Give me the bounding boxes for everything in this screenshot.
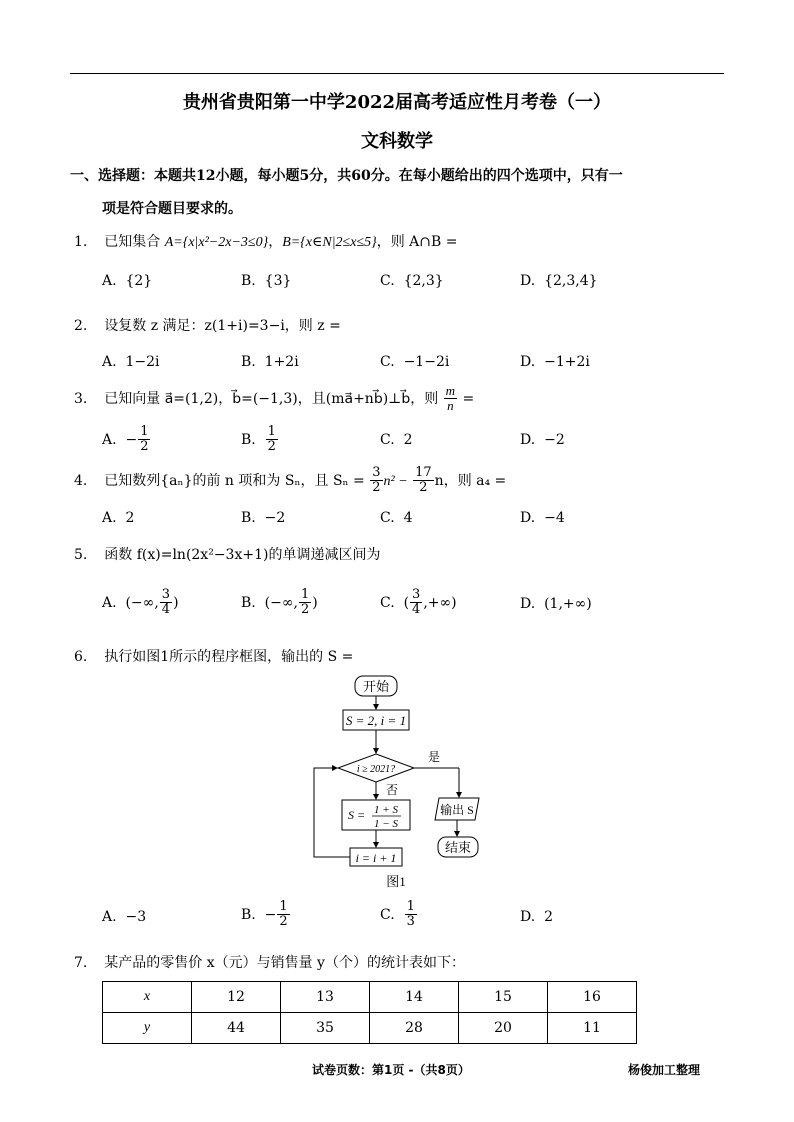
q4-option-d: D. −4 [520,510,565,526]
table-row [103,982,637,1013]
exam-title: 贵州省贵阳第一中学2022届高考适应性月考卷（一） [182,92,612,113]
flow-output-label: 输出 S [440,803,474,817]
separator: ， [268,234,283,250]
table-cell: 28 [370,1013,459,1044]
q1-option-c: C. {2,3} [380,273,444,289]
question-number: 3. [74,390,88,407]
flow-end-label: 结束 [444,840,472,855]
table-cell: 35 [281,1013,370,1044]
table-row [103,1013,637,1044]
q3-option-c: C. 2 [380,432,413,448]
flowchart [300,668,500,896]
flow-assign-den: 1 − S [374,818,398,830]
question-number: 7. [74,955,88,971]
fraction-m-over-n: $\frac{m}{n}$ [445,383,456,414]
q3-option-d: D. −2 [520,432,565,448]
q6-option-c: C. $\frac{1}{3}$ [380,899,415,930]
q4-option-a: A. 2 [102,510,135,526]
figure-caption: 图1 [386,874,406,889]
question-7 [74,952,465,972]
flow-init-label: S = 2, i = 1 [345,713,407,728]
section-heading-cont: 项是符合题目要求的。 [102,201,242,217]
flow-assign-lhs: S = [348,808,366,822]
table-cell: 15 [459,982,548,1013]
table-cell: 14 [370,982,459,1013]
q6-option-d: D. 2 [520,909,554,925]
q2-option-d: D. −1+2i [520,354,590,370]
table-cell: 20 [459,1013,548,1044]
question-number: 6. [74,649,88,665]
price-sales-table [102,981,637,1044]
q2-option-a: A. 1−2i [102,354,160,370]
q4-option-b: B. −2 [241,510,286,526]
q3-option-a: A. − $\frac{1}{2}$ [102,424,149,455]
question-6 [74,646,353,666]
table-cell: 11 [548,1013,637,1044]
flow-incr-label: i = i + 1 [355,851,397,865]
set-a: A={x|x²−2x−3≤0} [164,235,269,250]
q4-option-c: C. 4 [380,510,413,526]
q1-option-a: A. {2} [102,273,153,289]
subject-title: 文科数学 [361,131,433,152]
page-indicator: 试卷页数：第1页 -（共8页） [312,1063,470,1077]
question-3: 3. 已知向量 a⃗=(1,2)，b⃗=(−1,3)，且(ma⃗+nb⃗)⊥b⃗，则 $\frac{m}{n}$ = [74,383,475,414]
q3-option-b: B. $\frac{1}{2}$ [241,424,276,455]
fraction-17-2: $\frac{17}{2}$ [415,465,432,496]
q5-option-c: C. ( $\frac{3}{4}$ ,+∞) [380,587,457,618]
question-number: 5. [74,547,88,563]
fraction-3-2: $\frac{3}{2}$ [372,465,381,496]
flow-assign-num: 1 + S [374,804,398,816]
table-cell: 44 [192,1013,281,1044]
set-b: B={x∈N|2≤x≤5} [282,235,377,250]
flow-no-label: 否 [386,783,399,797]
q1-option-d: D. {2,3,4} [520,273,598,289]
question-1 [74,231,458,251]
question-number: 1. [74,234,88,250]
q6-option-a: A. −3 [102,909,147,925]
top-rule [70,73,724,74]
q5-option-a: A. (−∞, $\frac{3}{4}$ ) [102,587,179,618]
question-4: 4. 已知数列{aₙ}的前 n 项和为 Sₙ，且 Sₙ = $\frac{3}{2}$ n² − $\frac{17}{2}$ n，则 a₄ = [74,465,507,496]
question-text: 已知向量 a⃗=(1,2)，b⃗=(−1,3)，且(ma⃗+nb⃗)⊥b⃗，则 [104,390,439,407]
q5-option-b: B. (−∞, $\frac{1}{2}$ ) [241,587,318,618]
question-text: 函数 f(x)=ln(2x²−3x+1)的单调递减区间为 [104,547,381,563]
q2-option-b: B. 1+2i [241,354,299,370]
table-cell: y [103,1013,192,1044]
table-cell: 16 [548,982,637,1013]
question-text: 设复数 z 满足：z(1+i)=3−i，则 z = [104,318,341,334]
question-tail: ，则 A∩B = [376,234,458,250]
question-text: 某产品的零售价 x（元）与销售量 y（个）的统计表如下： [104,955,465,971]
flow-yes-label: 是 [427,750,441,764]
table-cell: 13 [281,982,370,1013]
question-text: 已知数列{aₙ}的前 n 项和为 Sₙ，且 Sₙ = [104,472,365,489]
question-text: 执行如图1所示的程序框图，输出的 S = [104,649,354,665]
question-number: 4. [74,472,88,489]
flow-start-label: 开始 [362,679,390,694]
footer-author: 杨俊加工整理 [628,1063,701,1077]
q2-option-c: C. −1−2i [380,354,450,370]
section-heading: 一、选择题：本题共12小题，每小题5分，共60分。在每小题给出的四个选项中，只有一 [70,168,623,184]
question-5 [74,544,380,564]
question-number: 2. [74,318,88,334]
question-text: 已知集合 [104,234,161,250]
q5-option-d: D. (1,+∞) [520,596,592,612]
question-2 [74,315,341,335]
flow-decision-label: i ≥ 2021? [356,764,396,775]
table-cell: 12 [192,982,281,1013]
q1-option-b: B. {3} [241,273,292,289]
q6-option-b: B. − $\frac{1}{2}$ [241,899,288,930]
table-cell: x [103,982,192,1013]
